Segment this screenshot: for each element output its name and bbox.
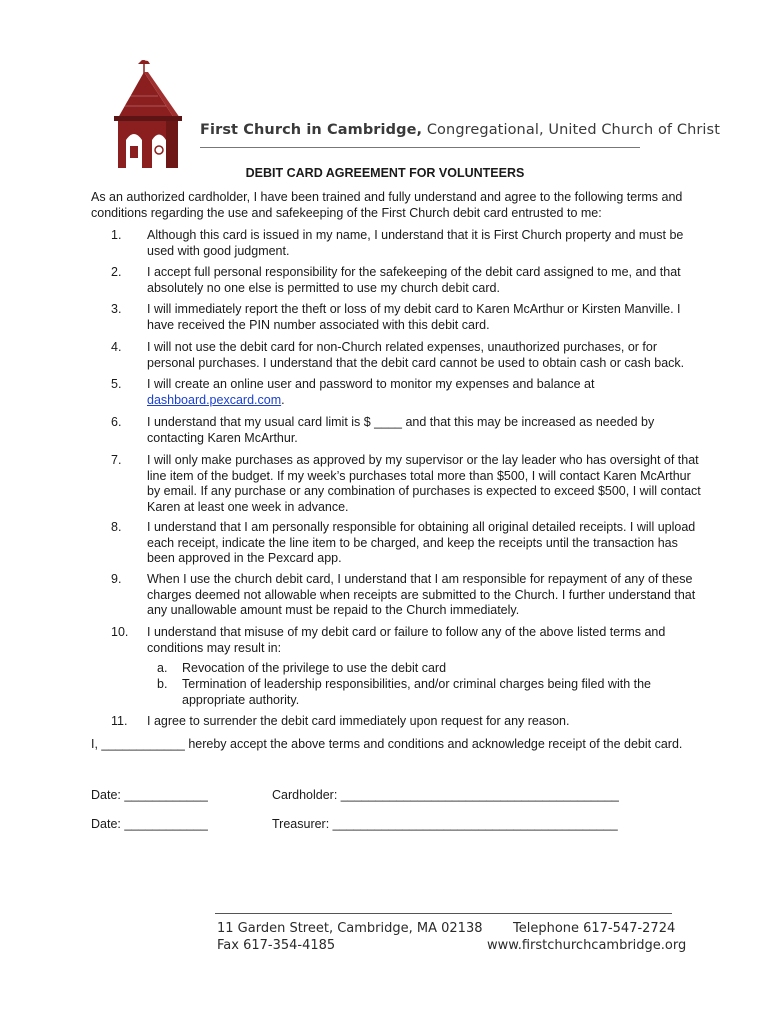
term-text: When I use the church debit card, I understand that I am responsible for repayment of any of these charges deemed not allowable when receipts are submitted to the Church. I further understand that any unallowable amount must be repaid to the Church immediately.: [147, 572, 696, 617]
church-name-rest: Congregational, United Church of Christ: [422, 122, 720, 138]
sub-item-letter: b.: [157, 677, 168, 691]
intro-paragraph: As an authorized cardholder, I have been trained and fully understand and agree to the following terms and conditions regarding the use and safekeeping of the First Church debit card entrusted to me:: [91, 190, 683, 220]
church-name-bold: First Church in Cambridge,: [200, 122, 423, 138]
date-line-2: Date: ____________: [91, 817, 208, 831]
cardholder-signature-line: Cardholder: ________________________________________: [272, 788, 619, 802]
church-logo: [108, 58, 194, 168]
term-number: 9.: [111, 572, 122, 586]
term-number: 5.: [111, 377, 122, 391]
footer-divider: [215, 913, 672, 914]
term-number: 8.: [111, 520, 122, 534]
term-text: I will immediately report the theft or loss of my debit card to Karen McArthur or Kirsten Manville. I have received the PIN number associated with this debit card.: [147, 302, 681, 332]
term-text: I understand that I am personally responsible for obtaining all original detailed receipts. I will upload each receipt, indicate the line item to be charged, and keep the receipts until the transaction has been approved in the Pexcard app.: [147, 520, 696, 565]
pexcard-dashboard-link[interactable]: dashboard.pexcard.com: [147, 392, 282, 407]
term-text: I understand that misuse of my debit card or failure to follow any of the above listed terms and conditions may result in:: [147, 625, 666, 655]
term-text-end: .: [281, 392, 285, 407]
term-text: I understand that my usual card limit is $ ____ and that this may be increased as needed by contacting Karen McArthur.: [147, 415, 655, 445]
footer-fax: Fax 617-354-4185: [217, 938, 336, 953]
term-text: I will only make purchases as approved by my supervisor or the lay leader who has oversight of that line item of the budget. If my week’s purchases total more than $500, I will contact Karen McArthur by email. If any purchase or any combination of purchases is expected to exceed $500, I will contact Karen at least one week in advance.: [147, 453, 701, 514]
term-number: 3.: [111, 302, 122, 316]
sub-item-letter: a.: [157, 661, 168, 675]
term-number: 7.: [111, 453, 122, 467]
page-title: DEBIT CARD AGREEMENT FOR VOLUNTEERS: [245, 166, 525, 180]
term-text: Although this card is issued in my name, I understand that it is First Church property and must be used with good judgment.: [147, 228, 684, 258]
term-text: I agree to surrender the debit card immediately upon request for any reason.: [147, 714, 570, 728]
term-number: 10.: [111, 625, 129, 639]
treasurer-signature-line: Treasurer: _________________________________________: [272, 817, 618, 831]
term-number: 4.: [111, 340, 122, 354]
term-number: 1.: [111, 228, 122, 242]
sub-item-text: Revocation of the privilege to use the debit card: [182, 661, 447, 675]
header-divider: [200, 147, 640, 148]
footer-website: www.firstchurchcambridge.org: [487, 938, 687, 953]
term-text: I accept full personal responsibility for the safekeeping of the debit card assigned to me, and that absolutely no one else is permitted to use my church debit card.: [147, 265, 681, 295]
acceptance-statement: I, ____________ hereby accept the above terms and conditions and acknowledge receipt of the debit card.: [91, 737, 683, 751]
term-text: I will not use the debit card for non-Church related expenses, unauthorized purchases, or for personal purchases. I understand that the debit card cannot be used to obtain cash or cash back.: [147, 340, 685, 370]
sub-item-text: Termination of leadership responsibilities, and/or criminal charges being filed with the appropriate authority.: [182, 677, 651, 707]
church-name-header: [200, 122, 720, 138]
term-number: 6.: [111, 415, 122, 429]
date-line-1: Date: ____________: [91, 788, 208, 802]
footer-address: 11 Garden Street, Cambridge, MA 02138: [217, 921, 483, 936]
term-number: 2.: [111, 265, 122, 279]
term-number: 11.: [111, 714, 128, 728]
term-text: [147, 377, 703, 408]
footer-telephone: Telephone 617-547-2724: [513, 921, 676, 936]
term-text-part: I will create an online user and password to monitor my expenses and balance at: [147, 377, 595, 391]
